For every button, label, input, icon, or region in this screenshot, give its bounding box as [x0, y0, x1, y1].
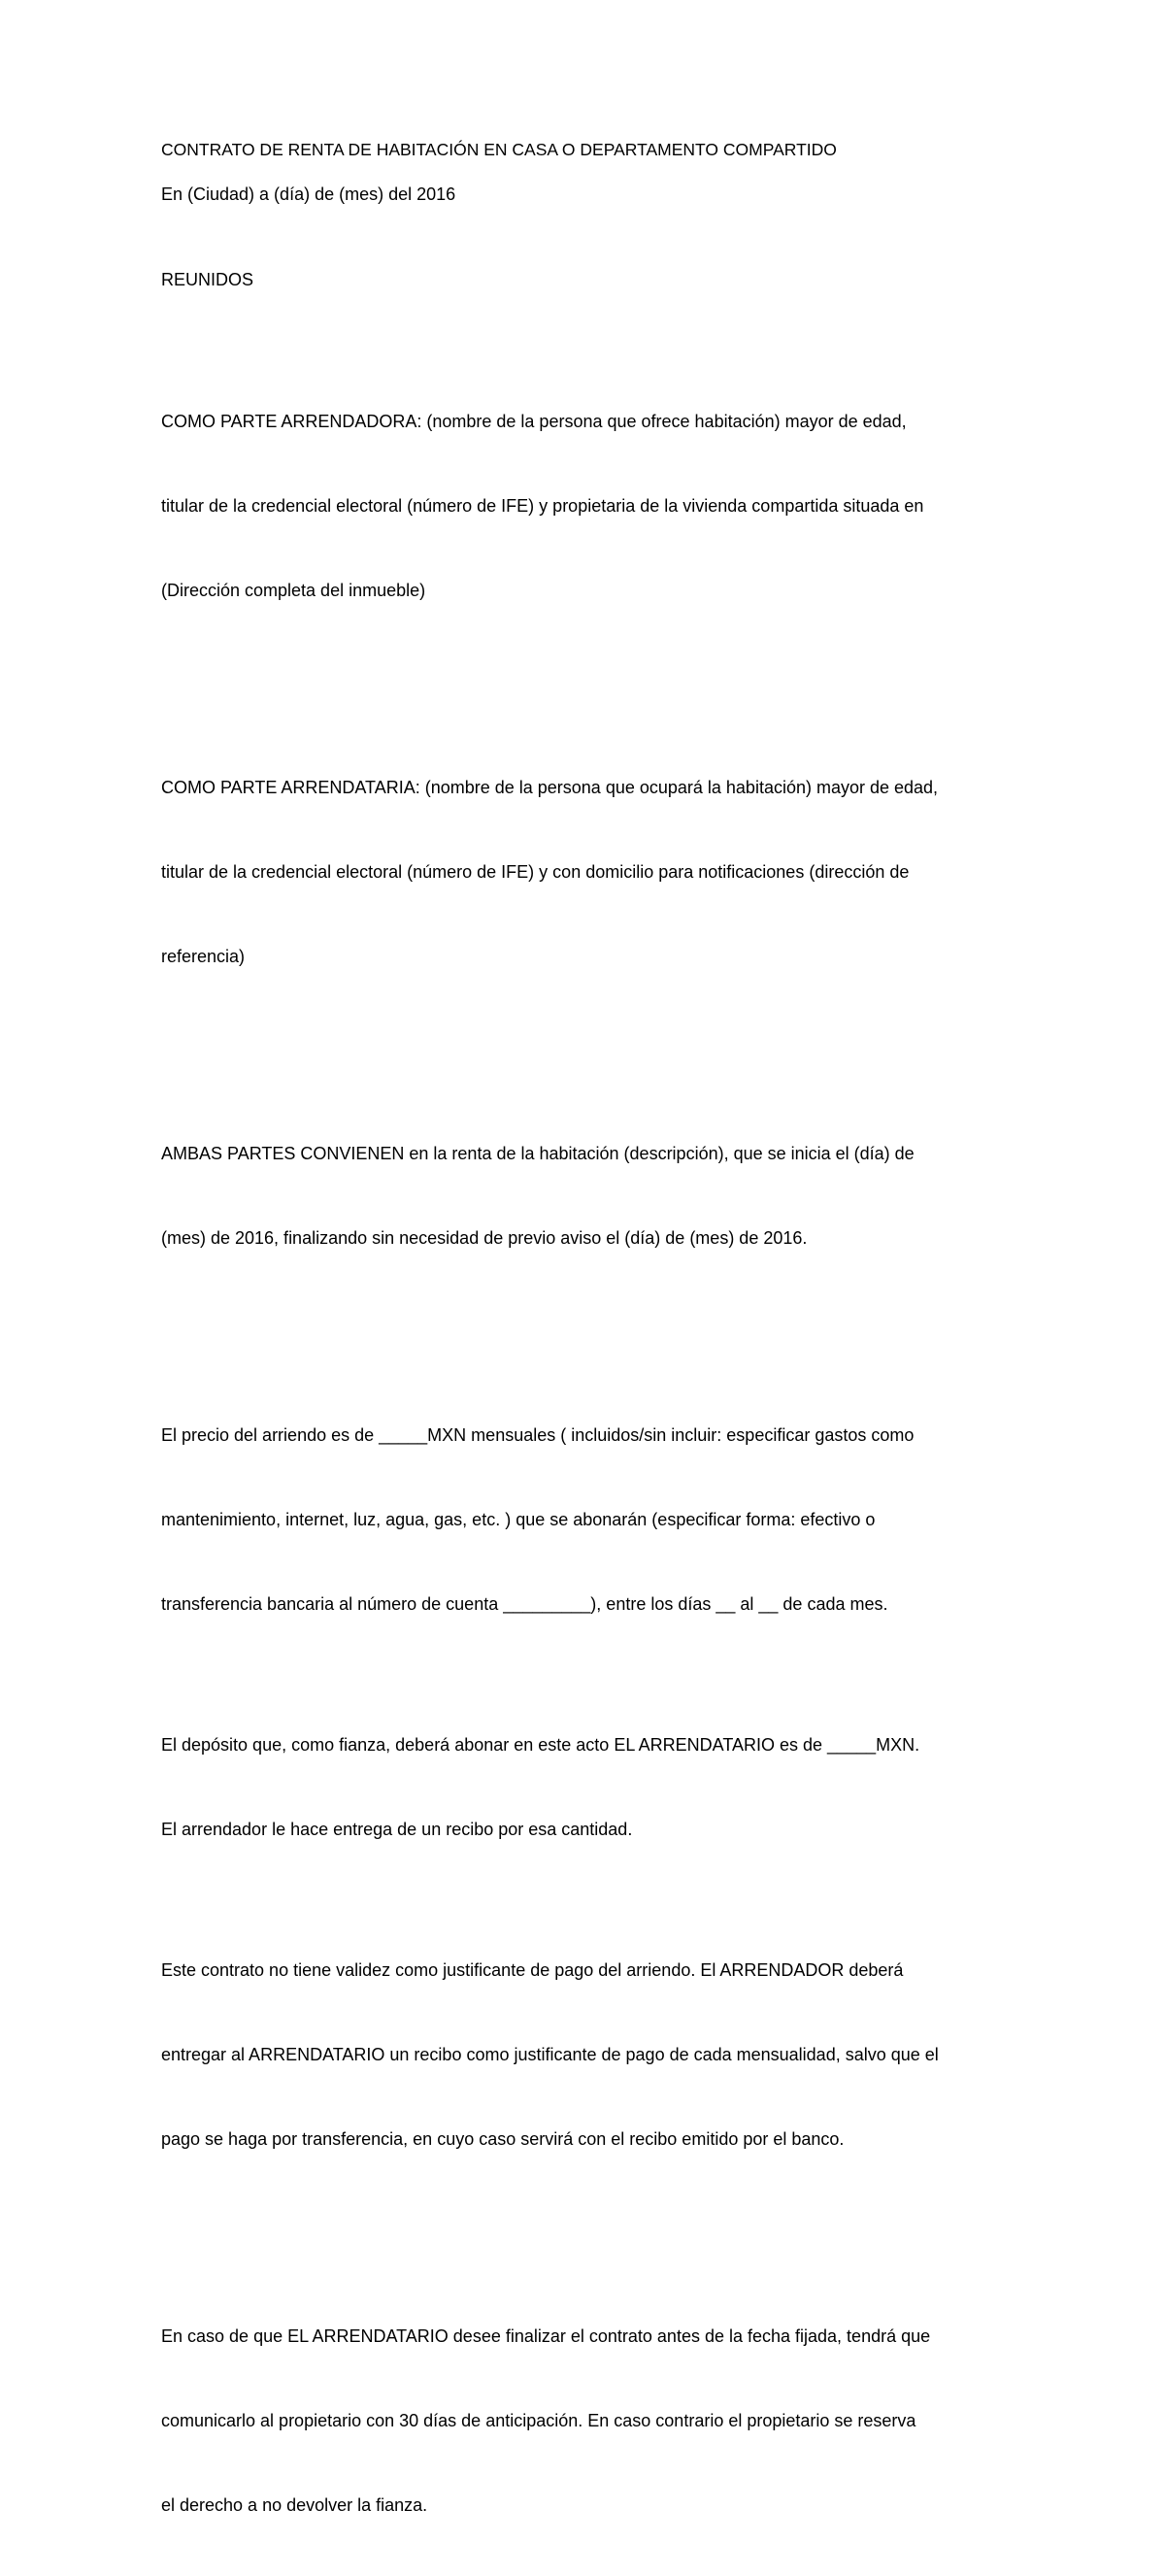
- paragraph-precio: [161, 1365, 1015, 1675]
- paragraph-line: (Dirección completa del inmueble): [161, 581, 426, 600]
- paragraph-line: el derecho a no devolver la fianza.: [161, 2495, 428, 2515]
- paragraph-line: El precio del arriendo es de _____MXN mensuales ( incluidos/sin incluir: especificar gastos como: [161, 1425, 915, 1445]
- paragraph-line: En caso de que EL ARRENDATARIO desee finalizar el contrato antes de la fecha fijada, tendrá que: [161, 2326, 931, 2346]
- paragraph-line: (mes) de 2016, finalizando sin necesidad de previo aviso el (día) de (mes) de 2016.: [161, 1228, 808, 1248]
- paragraph-finalizar: [161, 2266, 1015, 2576]
- paragraph-line: entregar al ARRENDATARIO un recibo como justificante de pago de cada mensualidad, salvo que el: [161, 2045, 939, 2064]
- paragraph-line: titular de la credencial electoral (número de IFE) y con domicilio para notificaciones (dirección de: [161, 862, 910, 882]
- paragraph-line: comunicarlo al propietario con 30 días de anticipación. En caso contrario el propietario se reserva: [161, 2411, 916, 2430]
- paragraph-line: transferencia bancaria al número de cuenta _________), entre los días __ al __ de cada mes.: [161, 1594, 888, 1614]
- paragraph-line: COMO PARTE ARRENDADORA: (nombre de la persona que ofrece habitación) mayor de edad,: [161, 412, 907, 431]
- paragraph-arrendataria: [161, 718, 1015, 1027]
- paragraph-line: pago se haga por transferencia, en cuyo caso servirá con el recibo emitido por el banco.: [161, 2129, 845, 2149]
- paragraph-recibo: El arrendador le hace entrega de un recibo por esa cantidad.: [161, 1820, 633, 1839]
- paragraph-line: COMO PARTE ARRENDATARIA: (nombre de la persona que ocupará la habitación) mayor de edad,: [161, 778, 939, 797]
- paragraph-line: referencia): [161, 947, 246, 966]
- section-reunidos: REUNIDOS: [161, 270, 254, 289]
- paragraph-line: titular de la credencial electoral (número de IFE) y propietaria de la vivienda compartida situada en: [161, 496, 924, 516]
- paragraph-validez: [161, 1900, 1015, 2210]
- paragraph-arrendadora: [161, 351, 1015, 661]
- place-date: En (Ciudad) a (día) de (mes) del 2016: [161, 184, 456, 204]
- paragraph-line: mantenimiento, internet, luz, agua, gas, etc. ) que se abonarán (especificar forma: efectivo o: [161, 1510, 876, 1529]
- contract-title: CONTRATO DE RENTA DE HABITACIÓN EN CASA O DEPARTAMENTO COMPARTIDO: [161, 140, 837, 159]
- paragraph-line: Este contrato no tiene validez como justificante de pago del arriendo. El ARRENDADOR deberá: [161, 1960, 904, 1980]
- document-body: [161, 137, 1015, 2576]
- paragraph-convienen: [161, 1084, 1015, 1309]
- paragraph-line: AMBAS PARTES CONVIENEN en la renta de la habitación (descripción), que se inicia el (día) de: [161, 1144, 915, 1163]
- paragraph-deposito: El depósito que, como fianza, deberá abonar en este acto EL ARRENDATARIO es de _____MXN.: [161, 1735, 920, 1755]
